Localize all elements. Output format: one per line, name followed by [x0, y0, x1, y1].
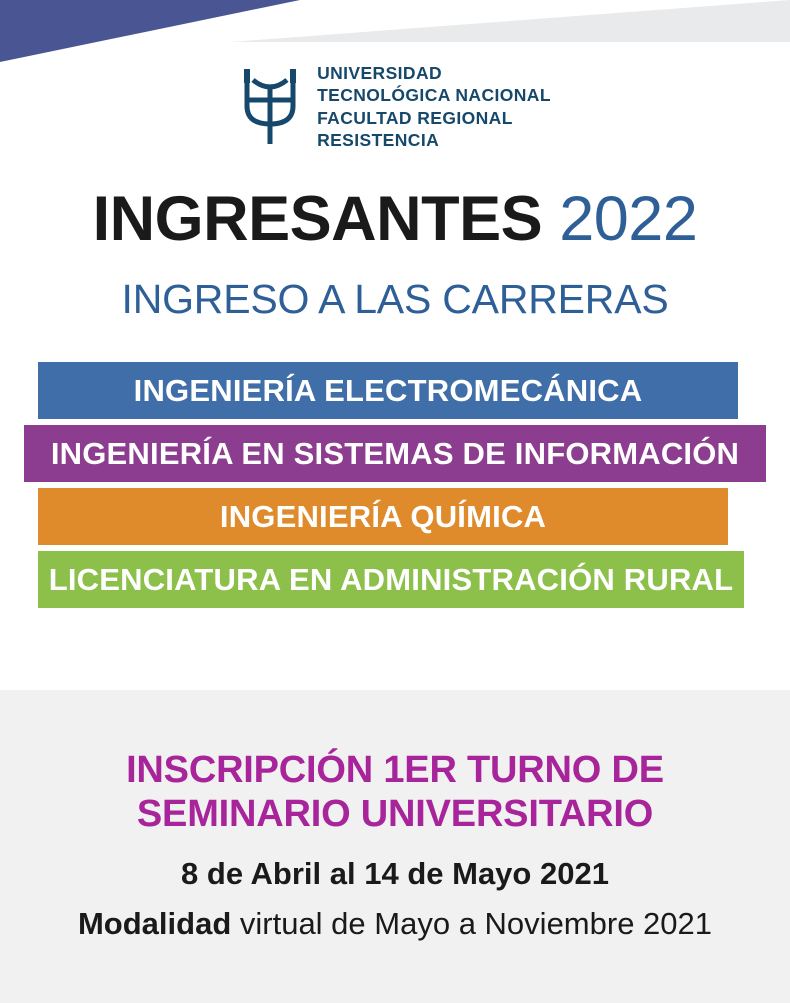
enrollment-title-line-1: INSCRIPCIÓN 1ER TURNO DE	[126, 749, 664, 791]
modality-label: Modalidad	[77, 906, 232, 941]
enrollment-modality	[0, 906, 790, 942]
career-bar-rural	[38, 551, 744, 608]
career-bar-electromecanica	[38, 362, 738, 419]
logo-text-block	[317, 62, 551, 152]
career-label: INGENIERÍA QUÍMICA	[219, 498, 547, 534]
header-decoration	[0, 0, 790, 70]
logo-line-3: FACULTAD REGIONAL	[317, 107, 513, 128]
enrollment-title	[0, 748, 790, 837]
page-subtitle: INGRESO A LAS CARRERAS	[121, 276, 669, 322]
utn-logo-icon	[239, 66, 301, 148]
corner-shape-blue	[0, 0, 300, 62]
career-bar-quimica	[38, 488, 728, 545]
modality-detail: virtual de Mayo a Noviembre 2021	[231, 906, 713, 941]
corner-shape-gray	[230, 0, 790, 42]
logo-line-2: TECNOLÓGICA NACIONAL	[317, 85, 551, 106]
career-label: INGENIERÍA EN SISTEMAS DE INFORMACIÓN	[50, 435, 740, 471]
title-year: 2022	[559, 184, 698, 254]
logo-line-4: RESISTENCIA	[317, 130, 440, 151]
enrollment-title-line-2: SEMINARIO UNIVERSITARIO	[136, 793, 654, 836]
career-label: LICENCIATURA EN ADMINISTRACIÓN RURAL	[48, 561, 734, 597]
career-bar-sistemas	[24, 425, 766, 482]
enrollment-dates: 8 de Abril al 14 de Mayo 2021	[181, 856, 609, 891]
careers-list	[0, 362, 790, 608]
enrollment-panel	[0, 690, 790, 1003]
career-label: INGENIERÍA ELECTROMECÁNICA	[133, 372, 643, 408]
logo-line-1: UNIVERSIDAD	[317, 63, 443, 83]
page-title	[0, 184, 790, 254]
university-logo	[0, 62, 790, 152]
title-word: INGRESANTES	[92, 184, 543, 254]
